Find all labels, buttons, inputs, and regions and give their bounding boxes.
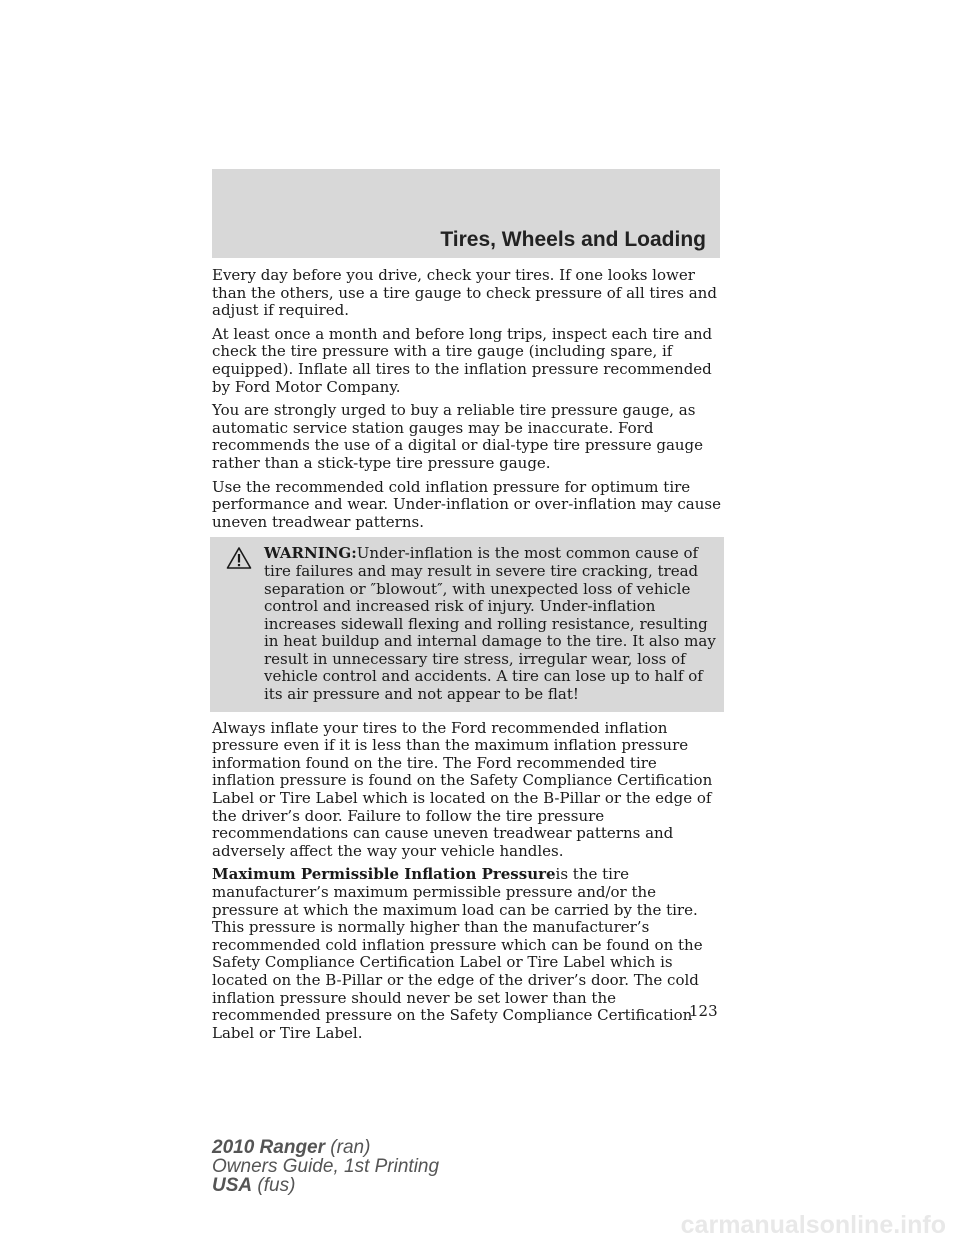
paragraph-max-pressure xyxy=(212,866,722,1042)
warning-box xyxy=(210,537,724,711)
section-title: Tires, Wheels and Loading xyxy=(440,228,706,251)
max-pressure-definition: is the tire manufacturer’s maximum permissible pressure and/or the pressure at which the maximum load can be carried by the tire. This pressure is normally higher than the manufacturer’s recommended cold inflation pressure which can be found on the Safety Compliance Certification Label or Tire Label which is located on the B-Pillar or the edge of the driver’s door. The cold inflation pressure should never be set lower than the recommended pressure on the Safety Compliance Certification Label or Tire Label. xyxy=(212,865,703,1042)
term-max-pressure: Maximum Permissible Inflation Pressure xyxy=(212,865,556,884)
footer-line-region: USA (fus) xyxy=(212,1175,296,1196)
warning-text-block xyxy=(216,545,718,703)
footer-line-guide: Owners Guide, 1st Printing xyxy=(212,1156,440,1177)
watermark: carmanualsonline.info xyxy=(680,1211,946,1239)
paragraph-cold-inflation: Use the recommended cold inflation pressure for optimum tire performance and wear. Under-inflation or over-inflation may cause uneven treadwear patterns. xyxy=(212,477,721,531)
warning-text: Under-inflation is the most common cause of tire failures and may result in severe tire cracking, tread separation or ″blowout″, with unexpected loss of vehicle control and increased risk of injury. Under-inflation increases sidewall flexing and rolling resistance, resulting in heat buildup and internal damage to the tire. It also may result in unnecessary tire stress, irregular wear, loss of vehicle control and accidents. A tire can lose up to half of its air pressure and not appear to be flat! xyxy=(264,544,716,704)
page-number: 123 xyxy=(689,1002,718,1020)
paragraph-pressure-gauge: You are strongly urged to buy a reliable tire pressure gauge, as automatic service station gauges may be inaccurate. Ford recommends the use of a digital or dial-type tire pressure gauge rather than a stick-type tire pressure gauge. xyxy=(212,401,704,472)
page-content xyxy=(212,267,722,1048)
paragraph-monthly-inspection: At least once a month and before long trips, inspect each tire and check the tire pressure with a tire gauge (including spare, if equipped). Inflate all tires to the inflation pressure recommended by Ford Motor Company. xyxy=(212,324,713,396)
footer-line-model: 2010 Ranger (ran) xyxy=(212,1137,371,1158)
warning-label: WARNING: xyxy=(264,544,357,563)
print-footer xyxy=(212,1138,439,1195)
paragraph-ford-recommended: Always inflate your tires to the Ford recommended inflation pressure even if it is less than the maximum inflation pressure information found on the tire. The Ford recommended tire inflation pressure is found on the Safety Compliance Certification Label or Tire Label which is located on the B-Pillar or the edge of the driver’s door. Failure to follow the tire pressure recommendations can cause uneven treadwear patterns and adversely affect the way your vehicle handles. xyxy=(212,718,713,860)
paragraph-daily-check: Every day before you drive, check your tires. If one looks lower than the others, use a tire gauge to check pressure of all tires and adjust if required. xyxy=(212,266,717,320)
section-header-band xyxy=(212,169,720,258)
warning-triangle-icon xyxy=(226,546,252,570)
